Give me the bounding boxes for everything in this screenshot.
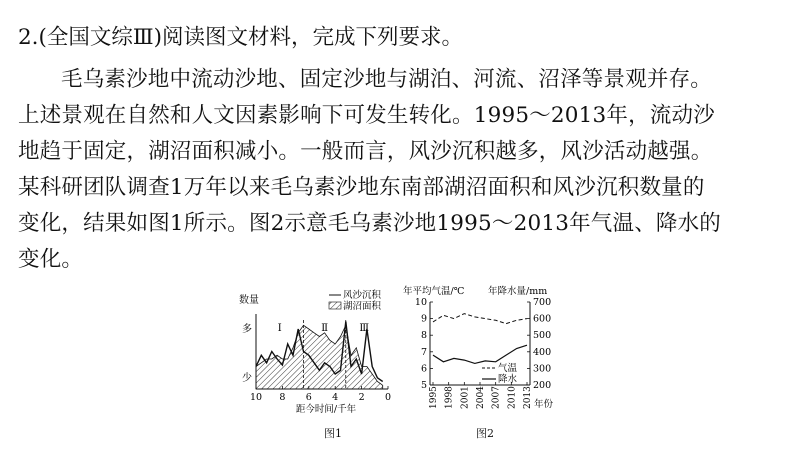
question-line: 上述景观在自然和人文因素影响下可发生转化。1995～2013年，流动沙 <box>18 103 715 128</box>
fig1-legend-hatch-swatch <box>329 302 341 309</box>
fig2-left-title: 年平均气温/℃ <box>403 286 465 297</box>
fig2-left-tick-label: 7 <box>420 346 427 358</box>
fig2-left-tick-label: 9 <box>420 313 427 325</box>
fig1-x-tick-label: 4 <box>332 392 339 403</box>
fig2-right-tick-label: 400 <box>533 346 552 358</box>
question-body <box>18 62 784 278</box>
question-title: 2.(全国文综Ⅲ)阅读图文材料，完成下列要求。 <box>18 25 464 50</box>
fig2-x-tick-label: 2001 <box>460 386 471 409</box>
figure-1-caption: 图1 <box>324 427 342 440</box>
fig1-x-tick-label: 10 <box>249 392 263 403</box>
fig1-y-low: 少 <box>242 373 252 384</box>
fig2-right-tick-label: 200 <box>533 380 552 391</box>
fig2-left-tick-label: 5 <box>420 380 427 391</box>
fig2-right-tick-label: 500 <box>533 330 552 342</box>
fig2-precipitation-line <box>433 345 527 363</box>
fig1-x-tick-label: 8 <box>279 392 286 403</box>
figure-2-caption: 图2 <box>476 427 494 440</box>
fig1-period-label: Ⅰ <box>277 323 282 334</box>
question-line: 变化，结果如图1所示。图2示意毛乌素沙地1995～2013年气温、降水的 <box>18 211 721 236</box>
fig2-left-tick-label: 8 <box>420 330 427 342</box>
question-line: 地趋于固定，湖沼面积减小。一般而言，风沙沉积越多，风沙活动越强。 <box>18 139 713 164</box>
fig2-x-tick-label: 2004 <box>476 386 486 409</box>
fig2-temperature-line <box>433 314 527 324</box>
fig1-legend-hatch: 湖沼面积 <box>343 301 382 312</box>
fig2-legend-precip: 降水 <box>498 374 518 385</box>
fig2-left-tick-label: 6 <box>420 363 427 375</box>
fig1-period-label: Ⅲ <box>359 323 370 334</box>
fig2-legend-temp: 气温 <box>498 363 518 374</box>
fig2-right-tick-label: 700 <box>533 297 552 308</box>
fig2-x-tick-label: 2013 <box>523 386 533 409</box>
fig2-left-tick-label: 10 <box>414 297 427 308</box>
fig2-x-unit: 年份 <box>534 399 554 410</box>
fig1-x-tick-label: 6 <box>305 392 312 403</box>
fig2-x-tick-label: 2007 <box>491 386 502 409</box>
fig2-right-title: 年降水量/mm <box>488 286 548 297</box>
fig2-x-tick-label: 2010 <box>507 386 518 409</box>
figure-1-chart <box>236 284 416 424</box>
fig1-period-label: Ⅱ <box>321 323 329 334</box>
fig1-x-tick-label: 0 <box>384 392 392 403</box>
fig1-legend-line: 风沙沉积 <box>343 290 382 301</box>
fig1-y-high: 多 <box>242 324 252 335</box>
fig1-x-title: 距今时间/千年 <box>295 404 357 415</box>
fig2-right-tick-label: 300 <box>533 363 552 375</box>
question-line: 毛乌素沙地中流动沙地、固定沙地与湖泊、河流、沼泽等景观并存。 <box>61 67 713 92</box>
fig1-y-title: 数量 <box>239 295 259 306</box>
figure-2-chart <box>400 284 570 422</box>
question-line: 某科研团队调查1万年以来毛乌素沙地东南部湖沼面积和风沙沉积数量的 <box>18 175 705 200</box>
fig1-x-tick-label: 2 <box>358 392 365 403</box>
question-line: 变化。 <box>18 247 84 272</box>
fig2-x-tick-label: 1998 <box>444 386 455 409</box>
fig2-right-tick-label: 600 <box>533 313 552 325</box>
fig2-x-tick-label: 1995 <box>429 386 439 409</box>
